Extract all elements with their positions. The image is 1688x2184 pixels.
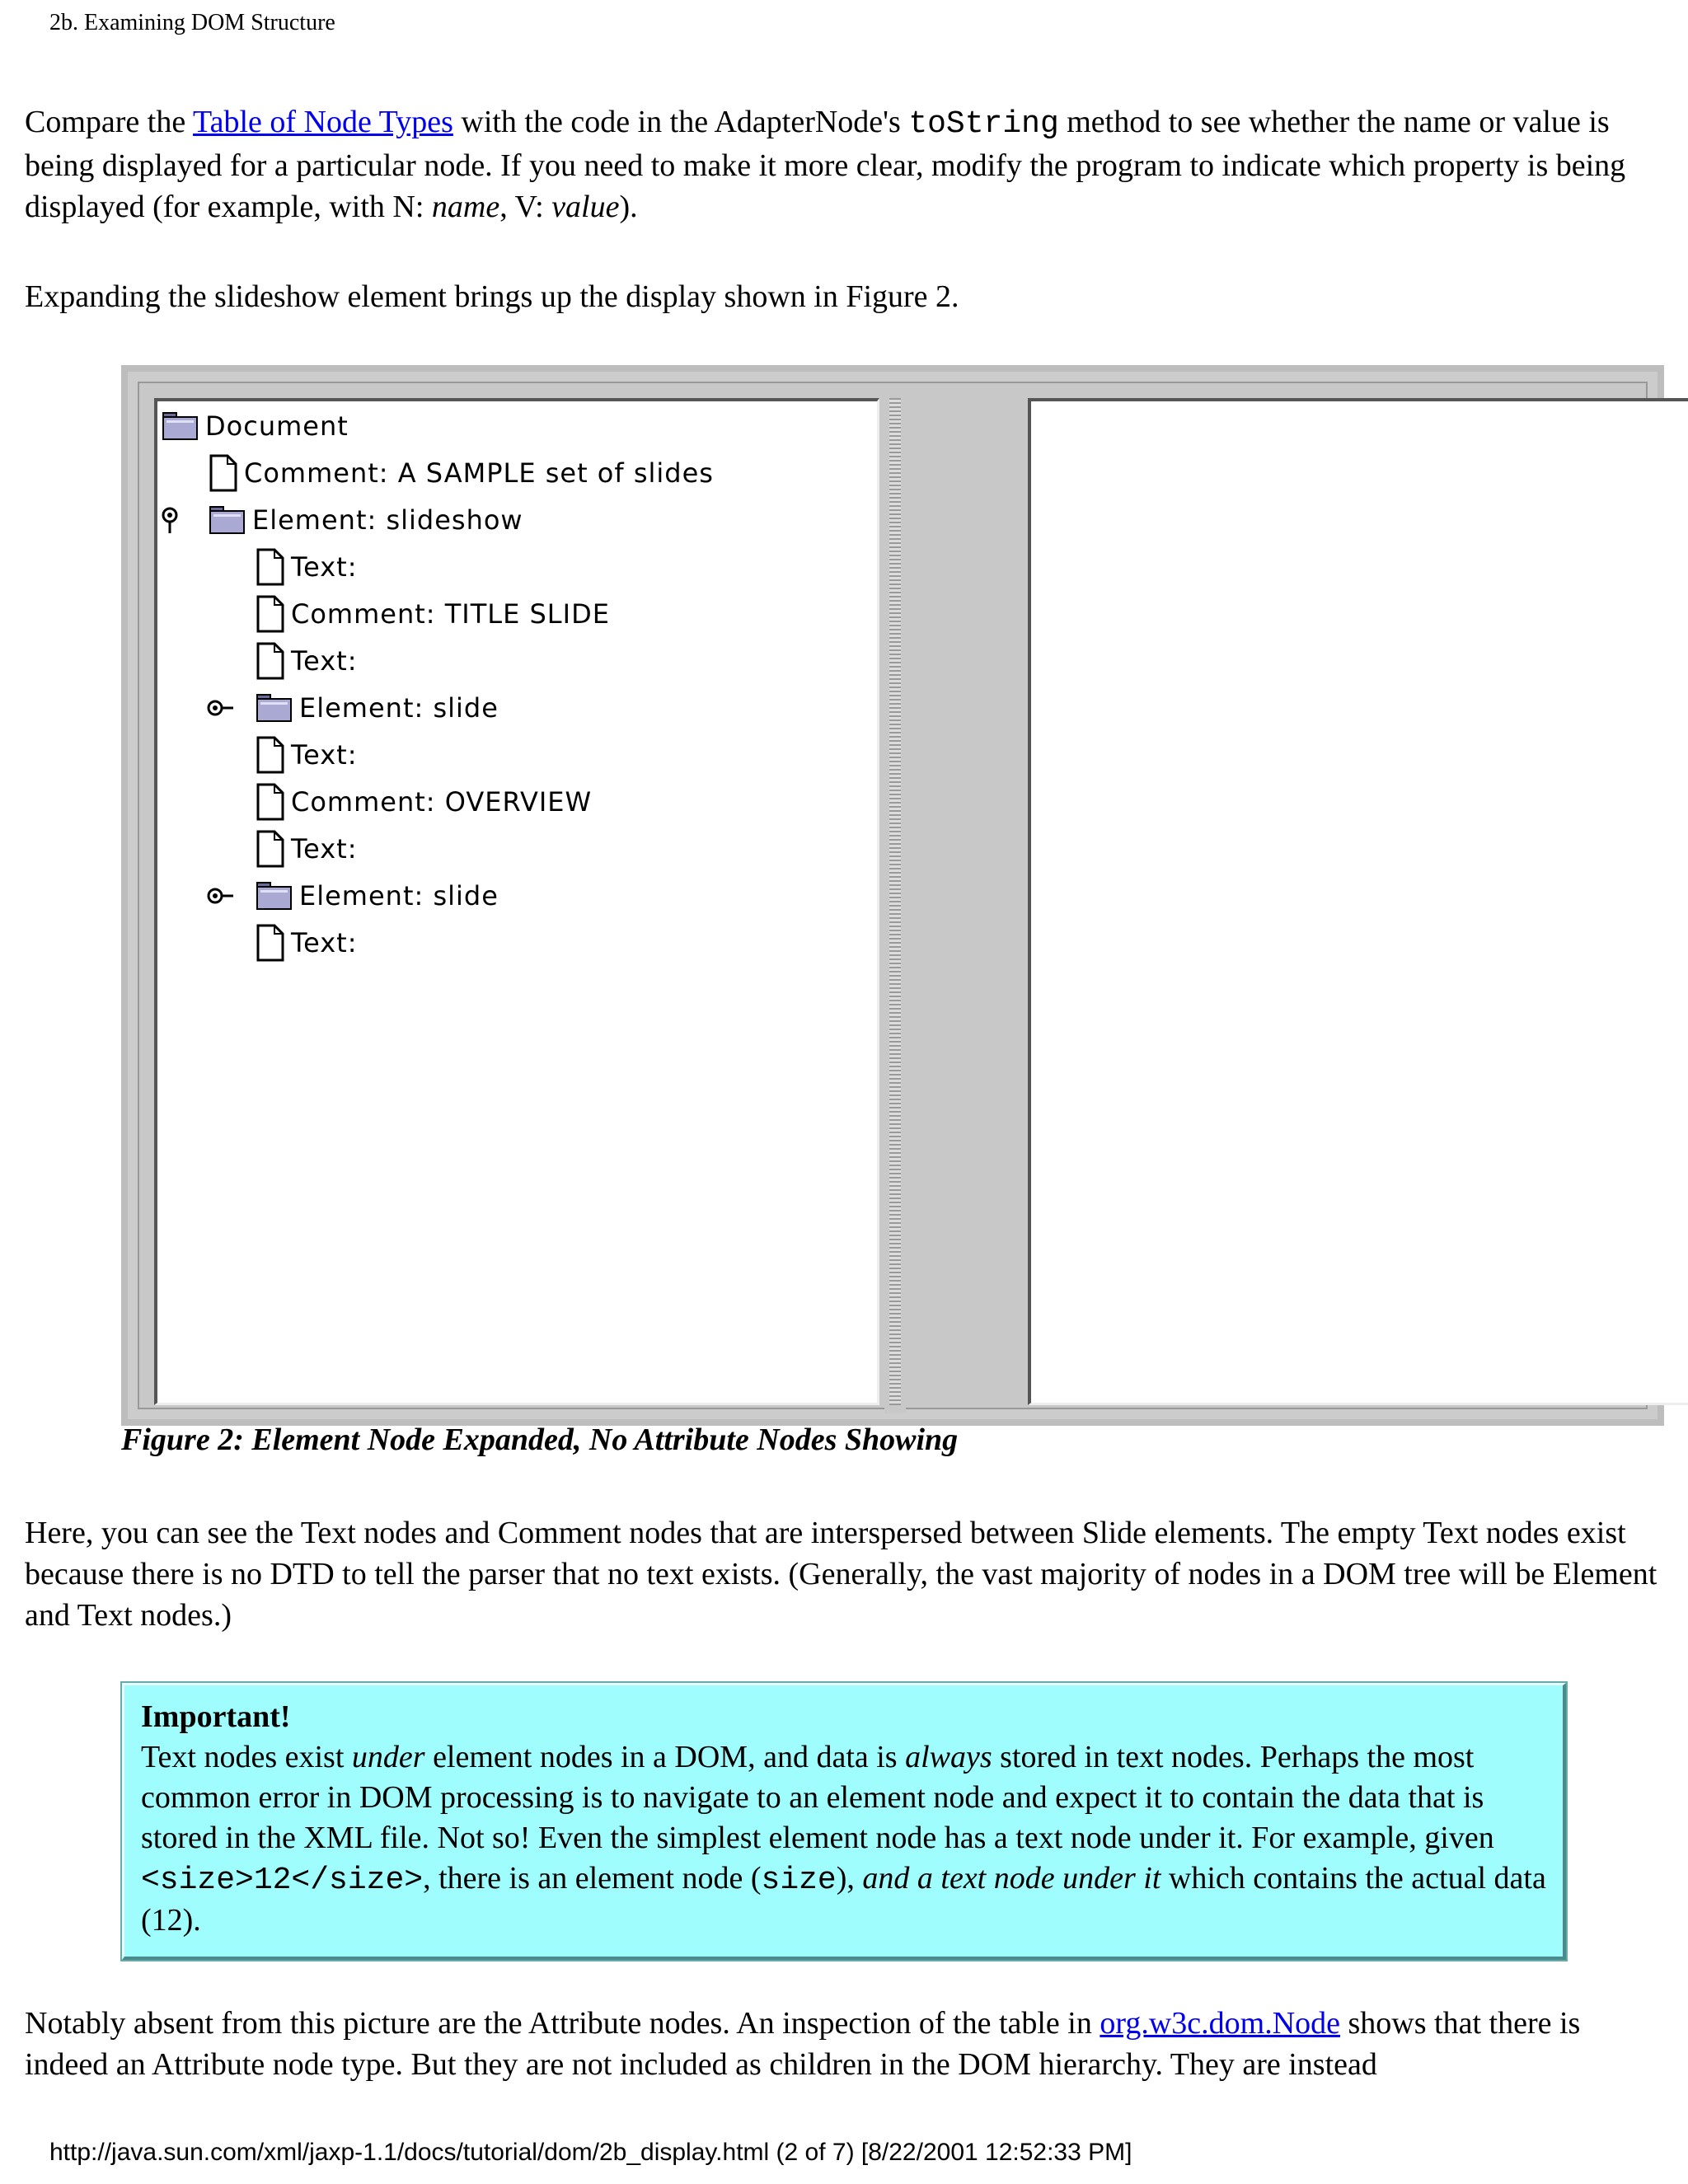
figure-caption: Figure 2: Element Node Expanded, No Attribute Nodes Showing — [121, 1422, 959, 1457]
tree-collapsed-handle-icon[interactable] — [205, 879, 238, 912]
page-header: 2b. Examining DOM Structure — [49, 10, 335, 35]
text-span: element nodes in a DOM, and data is — [424, 1740, 906, 1774]
tree-node[interactable] — [256, 687, 499, 729]
tree-node[interactable] — [256, 921, 358, 964]
document-icon — [256, 548, 284, 586]
figure-window — [121, 365, 1664, 1426]
link-table-of-node-types[interactable]: Table of Node Types — [193, 105, 453, 139]
tree-node-label: Text: — [291, 739, 358, 771]
document-icon — [256, 642, 284, 680]
inline-code: toString — [908, 106, 1059, 142]
text-span: ). — [619, 190, 638, 224]
text-span: which contains the actual data (12). — [141, 1861, 1546, 1938]
emphasis: always — [905, 1740, 992, 1774]
text-span: shows that there is indeed an Attribute node type. But they are not included as children in the DOM hierarchy. They are instead — [25, 2006, 1581, 2082]
text-span: Notably absent from this picture are the Attribute nodes. An inspection of the table in — [25, 2006, 1100, 2041]
tree-node-label: Text: — [291, 645, 358, 677]
split-pane — [138, 382, 1648, 1409]
text-span: , there is an element node ( — [423, 1861, 762, 1896]
tree-node-label: Element: slide — [299, 880, 499, 912]
document-icon — [256, 736, 284, 774]
tree-node[interactable] — [256, 780, 592, 823]
paragraph-intro — [25, 101, 1665, 227]
tree-pane[interactable] — [154, 398, 879, 1405]
italic-value: value — [551, 190, 620, 224]
emphasis: under — [351, 1740, 425, 1774]
text-span: Text nodes exist — [141, 1740, 352, 1774]
text-span: with the code in the AdapterNode's — [452, 105, 909, 139]
tree-node-label: Comment: OVERVIEW — [291, 786, 593, 818]
text-span: , V: — [499, 190, 552, 224]
text-span: method to see whether the name or value is being displayed for a particular node. If you need to make it more clear, modify the program to indicate which property is being displayed (for example, with N: — [25, 105, 1626, 224]
folder-icon — [256, 881, 293, 911]
tree-node-label: Text: — [291, 833, 358, 865]
tree-node[interactable] — [256, 874, 499, 917]
paragraph-expanding: Expanding the slideshow element brings up the display shown in Figure 2. — [25, 279, 959, 314]
important-note — [122, 1683, 1566, 1960]
tree-collapsed-handle-icon[interactable] — [205, 691, 238, 724]
tree-node[interactable] — [256, 593, 610, 635]
tree-node[interactable] — [209, 452, 714, 494]
inline-code: <size>12</size> — [141, 1863, 424, 1898]
emphasis: and a text node under it — [862, 1861, 1161, 1896]
document-icon — [256, 830, 284, 868]
tree-node-label: Text: — [291, 927, 358, 958]
tree-node-label: Comment: A SAMPLE set of slides — [244, 457, 714, 489]
inline-code: size — [761, 1863, 837, 1898]
tree-node-label: Element: slideshow — [252, 504, 523, 536]
document-icon — [256, 783, 284, 821]
tree-node-label: Document — [205, 410, 349, 442]
document-icon — [256, 924, 284, 962]
folder-icon — [209, 505, 246, 535]
tree-node[interactable] — [209, 499, 523, 541]
tree-expanded-handle-icon[interactable] — [158, 504, 191, 537]
split-divider-handle[interactable] — [889, 398, 901, 1405]
tree-node-label: Comment: TITLE SLIDE — [291, 598, 610, 630]
document-icon — [209, 454, 237, 492]
link-org-w3c-dom-node[interactable]: org.w3c.dom.Node — [1100, 2006, 1341, 2041]
document-icon — [256, 595, 284, 633]
tree-node[interactable] — [256, 733, 358, 776]
text-span: stored in text nodes. Perhaps the most common error in DOM processing is to navigate to an element node and expect it to contain the data that is stored in the XML file. Not so! Even the simplest element node has a text node under it. For example, given — [141, 1740, 1494, 1855]
detail-pane — [1028, 398, 1688, 1405]
tree-node[interactable] — [256, 640, 358, 682]
note-title: Important! — [141, 1699, 291, 1734]
text-span: ), — [836, 1861, 863, 1896]
tree-node[interactable] — [256, 827, 358, 870]
folder-icon — [162, 411, 199, 441]
dom-tree[interactable] — [157, 401, 877, 1403]
tree-node-label: Element: slide — [299, 692, 499, 724]
tree-node[interactable] — [162, 405, 349, 448]
folder-icon — [256, 693, 293, 723]
page-footer-url: http://java.sun.com/xml/jaxp-1.1/docs/tutorial/dom/2b_display.html (2 of 7) [8/22/2001 12:52:33 PM] — [49, 2139, 1132, 2166]
text-span: Compare the — [25, 105, 194, 139]
paragraph-attribute-nodes — [25, 2003, 1665, 2085]
italic-name: name — [431, 190, 500, 224]
tree-node[interactable] — [256, 546, 358, 588]
tree-node-label: Text: — [291, 551, 358, 583]
paragraph-text-nodes: Here, you can see the Text nodes and Comment nodes that are interspersed between Slide elements. The empty Text nodes exist because there is no DTD to tell the parser that no text exists. (Generally, the vast majority of nodes in a DOM tree will be Element and Text nodes.) — [25, 1516, 1658, 1633]
